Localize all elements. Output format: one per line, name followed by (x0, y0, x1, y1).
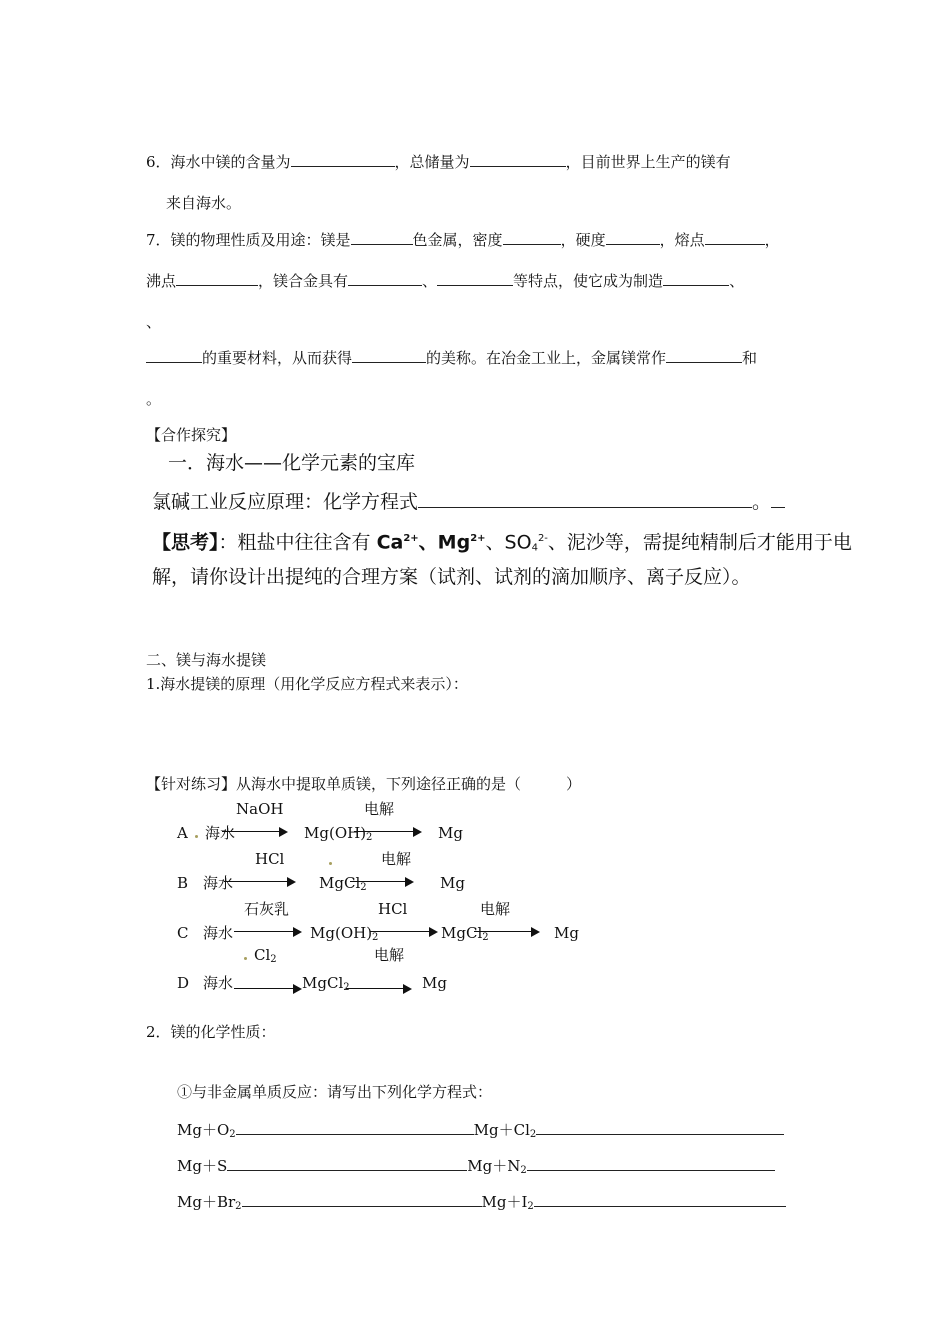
question-7-line3: 、 (146, 313, 162, 331)
answer-blank[interactable] (534, 1192, 786, 1207)
answer-blank[interactable] (352, 348, 426, 363)
option-c-product-1: $Mg(OH)_2$ (310, 924, 379, 943)
option-a-reagent-1: NaOH (236, 800, 284, 818)
arrow-icon (234, 988, 300, 989)
option-a-label: A (177, 824, 188, 842)
dot-mark (244, 957, 247, 960)
dot-mark (195, 835, 198, 838)
question-6: 6．海水中镁的含量为 ，总储量为 ，目前世界上生产的镁有 (146, 153, 731, 171)
chem-title: 2．镁的化学性质： (146, 1023, 276, 1041)
arrow-icon (234, 931, 300, 932)
arrow-icon (346, 988, 410, 989)
dot-mark (329, 862, 332, 865)
answer-blank[interactable] (606, 230, 660, 245)
chlor-alkali-line: 氯碱工业反应原理：化学方程式 。 (152, 489, 785, 515)
answer-blank[interactable] (527, 1156, 775, 1171)
answer-blank[interactable] (146, 348, 202, 363)
answer-blank[interactable] (705, 230, 765, 245)
question-7-line4: 的重要材料，从而获得 的美称。在冶金工业上，金属镁常作 和 (146, 348, 757, 368)
arrow-icon (222, 831, 286, 832)
answer-blank[interactable] (227, 1156, 467, 1171)
option-c-seawater: 海水 (203, 924, 234, 942)
answer-blank[interactable] (666, 348, 742, 363)
option-a-end: Mg (438, 824, 463, 842)
option-d-reagent-2: 电解 (374, 946, 405, 964)
option-d-end: Mg (422, 974, 447, 992)
option-b-product: MgCl$_2$ (319, 874, 367, 893)
arrow-icon (224, 881, 294, 882)
equation-row: Mg＋S $Mg+N_2$ (177, 1156, 775, 1181)
option-b-label: B (177, 874, 189, 892)
option-a-product: $Mg(OH)_2$ (304, 824, 373, 843)
equation-row: $Mg+O_2$ $Mg+Cl_2$ (177, 1120, 784, 1145)
option-b-reagent-2: 电解 (381, 850, 412, 868)
option-d-reagent-1: $Cl_2$ (254, 946, 277, 965)
arrow-icon (350, 881, 412, 882)
answer-blank[interactable] (291, 152, 395, 167)
answer-blank[interactable] (437, 271, 513, 286)
answer-blank[interactable] (663, 271, 729, 286)
question-6-cont: 来自海水。 (166, 194, 242, 212)
inquiry-title-1: 一．海水——化学元素的宝库 (168, 452, 416, 474)
option-b-reagent-1: HCl (255, 850, 285, 868)
option-b-seawater: 海水 (203, 874, 234, 892)
section-2-item-1: 1.海水提镁的原理（用化学反应方程式来表示）： (146, 675, 468, 693)
question-7-line5: 。 (146, 390, 162, 408)
think-line-2: 解，请你设计出提纯的合理方案（试剂、试剂的滴加顺序、离子反应）。 (152, 566, 751, 588)
section-2-title: 二、镁与海水提镁 (146, 651, 267, 669)
answer-blank-tail (771, 489, 785, 508)
answer-blank[interactable] (470, 152, 566, 167)
answer-blank[interactable] (418, 489, 752, 508)
think-line-1: 【思考】：粗盐中往往含有 $Ca^{2+}$、$Mg^{2+}$、$SO_4^{2-}$、泥沙等，需提纯精制后才能用于电 (152, 531, 852, 554)
equation-row: $Mg+Br_2$ $Mg+I_2$ (177, 1192, 786, 1217)
option-c-product-2: MgCl$_2$ (441, 924, 489, 943)
answer-blank[interactable] (236, 1120, 474, 1135)
option-d-label: D (177, 974, 190, 992)
practice-stem: 【针对练习】从海水中提取单质镁，下列途径正确的是（ ） (146, 775, 582, 793)
answer-blank[interactable] (242, 1192, 482, 1207)
option-a-reagent-2: 电解 (364, 800, 395, 818)
answer-blank[interactable] (351, 230, 413, 245)
option-c-reagent-1: 石灰乳 (244, 900, 290, 918)
option-a-seawater: 海水 (205, 824, 236, 842)
answer-blank[interactable] (536, 1120, 784, 1135)
option-b-end: Mg (440, 874, 465, 892)
arrow-icon (474, 931, 538, 932)
section-header-inquiry: 【合作探究】 (146, 426, 237, 444)
option-d-product: MgCl$_2$ (302, 974, 350, 993)
option-c-reagent-2: HCl (378, 900, 408, 918)
option-c-reagent-3: 电解 (480, 900, 511, 918)
answer-blank[interactable] (503, 230, 561, 245)
arrow-icon (370, 931, 436, 932)
option-d-seawater: 海水 (203, 974, 234, 992)
answer-blank[interactable] (176, 271, 258, 286)
option-c-end: Mg (554, 924, 579, 942)
answer-blank[interactable] (348, 271, 422, 286)
question-7-line2: 沸点 ，镁合金具有 、 等特点，使它成为制造 、 (146, 272, 745, 290)
question-7: 7．镁的物理性质及用途：镁是 色金属，密度 ，硬度 ，熔点 ， (146, 231, 780, 249)
chem-sub-1: ①与非金属单质反应：请写出下列化学方程式： (177, 1083, 493, 1101)
option-c-label: C (177, 924, 189, 942)
arrow-icon (354, 831, 420, 832)
